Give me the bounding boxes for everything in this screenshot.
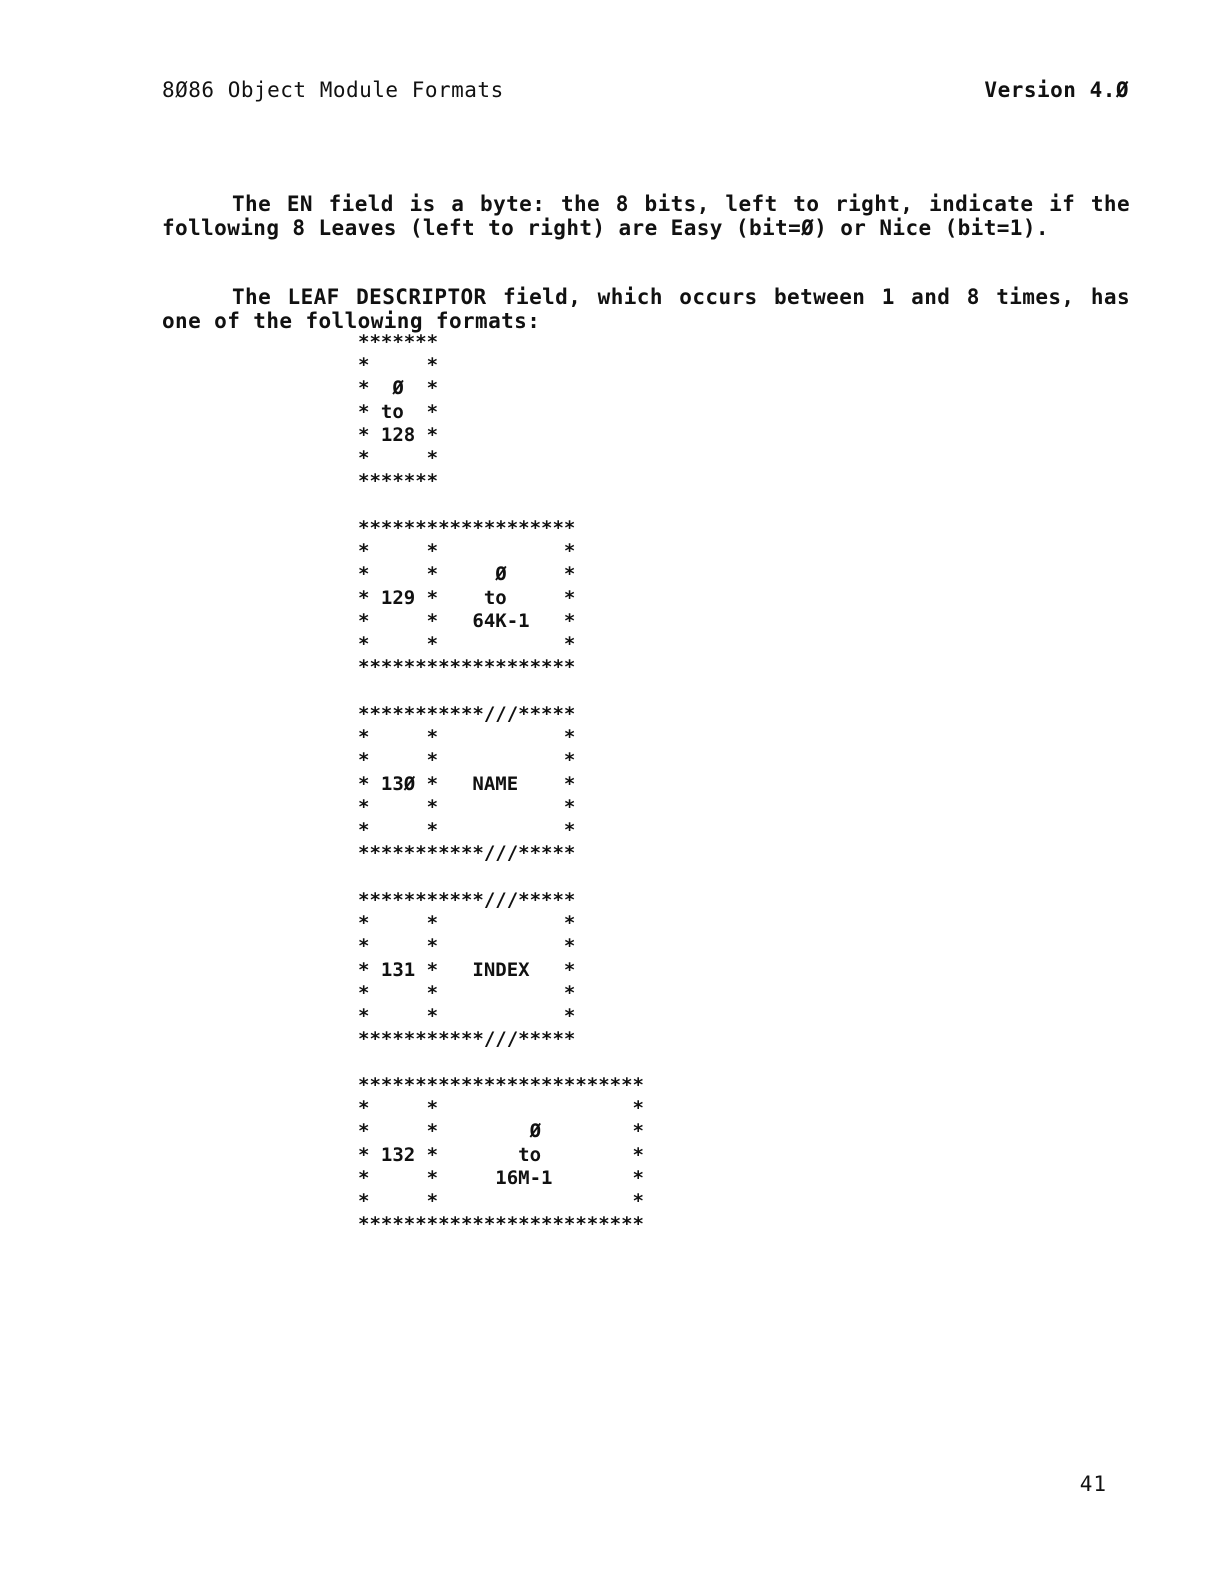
document-title: 8Ø86 Object Module Formats xyxy=(162,78,504,102)
leaf-format-diagram-129: ******************* * * * * * Ø * * 129 * to * * * 64K-1 * * * * ******************* xyxy=(358,517,576,679)
en-field-paragraph: The EN field is a byte: the 8 bits, left to right, indicate if the following 8 Leaves (left to right) are Easy (bit=Ø) or Nice (bit=1). xyxy=(162,192,1130,240)
leaf-format-diagram-131: ***********///***** * * * * * * * 131 * INDEX * * * * * * * ***********///***** xyxy=(358,889,576,1051)
leaf-descriptor-paragraph: The LEAF DESCRIPTOR field, which occurs between 1 and 8 times, has one of the following formats: xyxy=(162,285,1130,333)
leaf-format-diagram-130: ***********///***** * * * * * * * 13Ø * NAME * * * * * * * ***********///***** xyxy=(358,703,576,865)
page-number: 41 xyxy=(1079,1472,1107,1496)
document-version: Version 4.Ø xyxy=(984,78,1129,102)
leaf-format-diagram-132: ************************* * * * * * Ø * * 132 * to * * * 16M-1 * * * * ************************* xyxy=(358,1074,644,1236)
leaf-format-diagram-small-value: ******* * * * Ø * * to * * 128 * * * ******* xyxy=(358,331,439,493)
